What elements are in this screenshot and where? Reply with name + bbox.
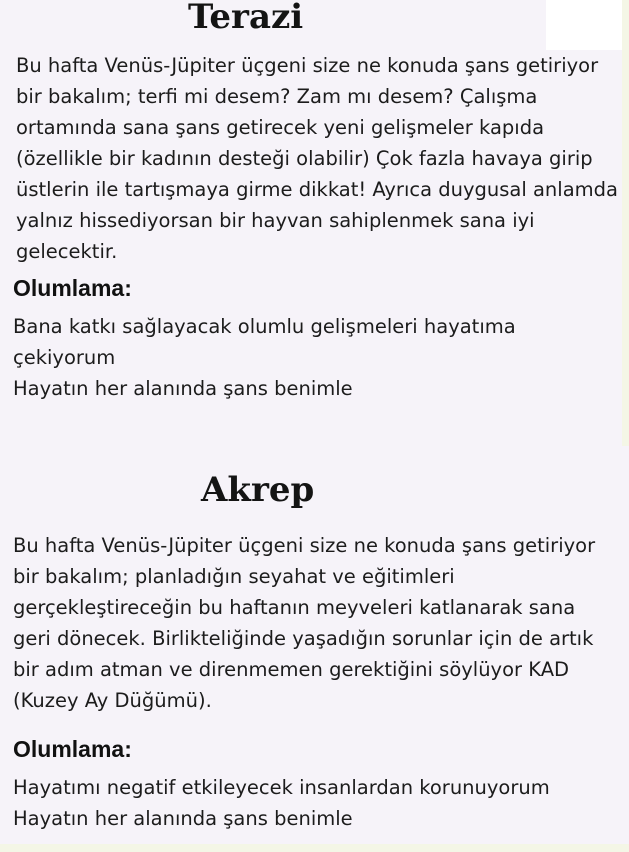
paragraph-line: gerçekleştireceğin bu haftanın meyveleri katlanarak sana [13, 596, 576, 619]
paragraph-line: Bu hafta Venüs-Jüpiter üçgeni size ne konuda şans getiriyor [16, 54, 599, 77]
corner-background [546, 0, 622, 50]
akrep-title: Akrep [201, 470, 315, 510]
terazi-affirmation-list [13, 311, 516, 404]
paragraph-line: bir bakalım; terfi mi desem? Zam mı desem? Çalışma [16, 85, 538, 108]
affirmation-line: Hayatın her alanında şans benimle [13, 377, 353, 400]
akrep-paragraph [13, 530, 595, 716]
paragraph-line: (özellikle bir kadının desteği olabilir) Çok fazla havaya girip [16, 147, 593, 170]
paragraph-line: bir adım atman ve direnmemen gerektiğini söylüyor KAD [13, 658, 570, 681]
paragraph-line: (Kuzey Ay Düğümü). [13, 689, 212, 712]
paragraph-line: yalnız hissediyorsan bir hayvan sahiplenmek sana iyi [16, 209, 535, 232]
paragraph-line: Bu hafta Venüs-Jüpiter üçgeni size ne konuda şans getiriyor [13, 534, 596, 557]
akrep-affirmation-list [13, 772, 550, 834]
affirmation-line: Hayatımı negatif etkileyecek insanlardan korunuyorum [13, 776, 550, 799]
paragraph-line: ortamında sana şans getirecek yeni gelişmeler kapıda [16, 116, 545, 139]
paragraph-line: gelecektir. [16, 240, 118, 263]
terazi-affirmation-heading: Olumlama: [13, 275, 132, 301]
affirmation-line: çekiyorum [13, 346, 116, 369]
terazi-title: Terazi [188, 0, 304, 37]
paragraph-line: üstlerin ile tartışmaya girme dikkat! Ayrıca duygusal anlamda [16, 178, 618, 201]
akrep-section [0, 446, 629, 844]
terazi-paragraph [16, 50, 618, 267]
paragraph-line: geri dönecek. Birlikteliğinde yaşadığın sorunlar için de artık [13, 627, 594, 650]
affirmation-line: Bana katkı sağlayacak olumlu gelişmeleri hayatıma [13, 315, 516, 338]
affirmation-line: Hayatın her alanında şans benimle [13, 807, 353, 830]
paragraph-line: bir bakalım; planladığın seyahat ve eğitimleri [13, 565, 455, 588]
akrep-affirmation-heading: Olumlama: [13, 736, 132, 762]
